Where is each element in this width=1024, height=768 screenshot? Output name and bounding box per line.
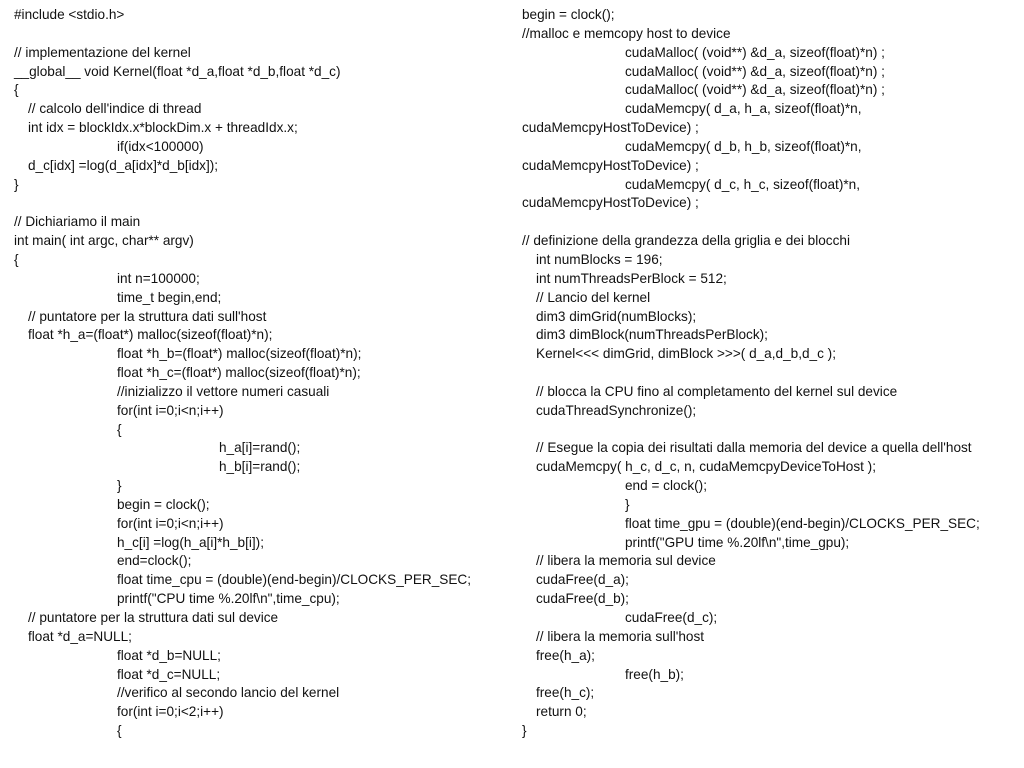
code-line: for(int i=0;i<2;i++) [117,704,224,720]
code-line: free(h_c); [536,685,595,701]
code-line: // calcolo dell'indice di thread [28,101,202,117]
code-line: float time_cpu = (double)(end-begin)/CLOCKS_PER_SEC; [117,572,471,588]
code-line: dim3 dimGrid(numBlocks); [536,308,697,324]
code-line: // puntatore per la struttura dati sull'host [28,308,267,324]
code-line: h_c[i] =log(h_a[i]*h_b[i]); [117,534,264,550]
code-line: } [117,478,122,494]
code-line [14,194,504,213]
code-line: //verifico al secondo lancio del kernel [117,685,340,701]
code-line: d_c[idx] =log(d_a[idx]*d_b[idx]); [28,157,219,173]
code-line: #include <stdio.h> [14,7,125,22]
code-line: cudaMalloc( (void**) &d_a, sizeof(float)*n) ; [625,44,885,60]
code-line: printf("GPU time %.20lf\n",time_gpu); [625,534,850,550]
code-line [14,25,504,44]
code-line: { [14,82,19,98]
code-line [522,421,1018,440]
code-line: cudaMalloc( (void**) &d_a, sizeof(float)*n) ; [625,63,885,79]
code-line: dim3 dimBlock(numThreadsPerBlock); [536,327,768,343]
code-line: cudaThreadSynchronize(); [536,402,697,418]
code-line: // implementazione del kernel [14,44,191,60]
code-line: { [117,723,122,739]
code-line: cudaMemcpy( d_c, h_c, sizeof(float)*n, [625,176,860,192]
code-line: h_b[i]=rand(); [219,459,301,475]
code-line: return 0; [536,704,587,720]
code-line: int n=100000; [117,270,200,286]
code-line: h_a[i]=rand(); [219,440,301,456]
code-line [522,364,1018,383]
code-line: { [14,251,19,267]
code-line: float *h_b=(float*) malloc(sizeof(float)*n); [117,346,362,362]
code-line: free(h_a); [536,647,595,663]
code-line: } [14,176,19,192]
code-column-left [14,6,504,741]
code-line: float *h_c=(float*) malloc(sizeof(float)*n); [117,365,361,381]
code-line: //malloc e memcopy host to device [522,25,731,41]
code-line: float *d_c=NULL; [117,666,221,682]
code-line: cudaMemcpyHostToDevice) ; [522,120,699,136]
code-line: __global__ void Kernel(float *d_a,float *d_b,float *d_c) [14,63,341,79]
code-column-right [522,6,1018,741]
code-line: } [625,496,630,512]
code-line: end=clock(); [117,553,192,569]
code-line: float time_gpu = (double)(end-begin)/CLOCKS_PER_SEC; [625,515,980,531]
code-line: int numThreadsPerBlock = 512; [536,270,727,286]
code-line: cudaFree(d_b); [536,591,629,607]
code-line: for(int i=0;i<n;i++) [117,402,224,418]
code-line: // Esegue la copia dei risultati dalla memoria del device a quella dell'host [536,440,972,456]
code-line: } [522,723,527,739]
code-line: int main( int argc, char** argv) [14,233,194,249]
code-line: time_t begin,end; [117,289,222,305]
code-line: cudaMemcpy( d_b, h_b, sizeof(float)*n, [625,138,862,154]
code-line: int numBlocks = 196; [536,251,663,267]
code-line: cudaMemcpyHostToDevice) ; [522,157,699,173]
code-line: cudaMalloc( (void**) &d_a, sizeof(float)*n) ; [625,82,885,98]
code-line: // libera la memoria sul device [536,553,716,569]
code-line: if(idx<100000) [117,138,204,154]
code-line: { [117,421,122,437]
code-line: begin = clock(); [522,7,615,22]
code-line: for(int i=0;i<n;i++) [117,515,224,531]
code-line: int idx = blockIdx.x*blockDim.x + threadIdx.x; [28,120,298,136]
code-line: // puntatore per la struttura dati sul device [28,610,279,625]
code-line: // blocca la CPU fino al completamento del kernel sul device [536,383,898,399]
code-line: //inizializzo il vettore numeri casuali [117,383,330,399]
code-line: printf("CPU time %.20lf\n",time_cpu); [117,591,340,607]
code-line: cudaFree(d_a); [536,572,629,588]
code-line: Kernel<<< dimGrid, dimBlock >>>( d_a,d_b,d_c ); [536,346,836,362]
code-line: cudaFree(d_c); [625,610,718,625]
code-line: cudaMemcpy( h_c, d_c, n, cudaMemcpyDeviceToHost ); [536,459,876,475]
code-line: // definizione della grandezza della griglia e dei blocchi [522,233,850,249]
code-line: float *d_a=NULL; [28,628,132,644]
code-line: // libera la memoria sull'host [536,628,705,644]
code-line [522,213,1018,232]
code-line: cudaMemcpy( d_a, h_a, sizeof(float)*n, [625,101,862,117]
code-line: free(h_b); [625,666,684,682]
code-line: float *d_b=NULL; [117,647,221,663]
code-line: begin = clock(); [117,496,210,512]
code-line: end = clock(); [625,478,707,494]
code-line: float *h_a=(float*) malloc(sizeof(float)*n); [28,327,273,343]
code-line: cudaMemcpyHostToDevice) ; [522,195,699,211]
code-line: // Lancio del kernel [536,289,651,305]
code-line: // Dichiariamo il main [14,214,141,230]
